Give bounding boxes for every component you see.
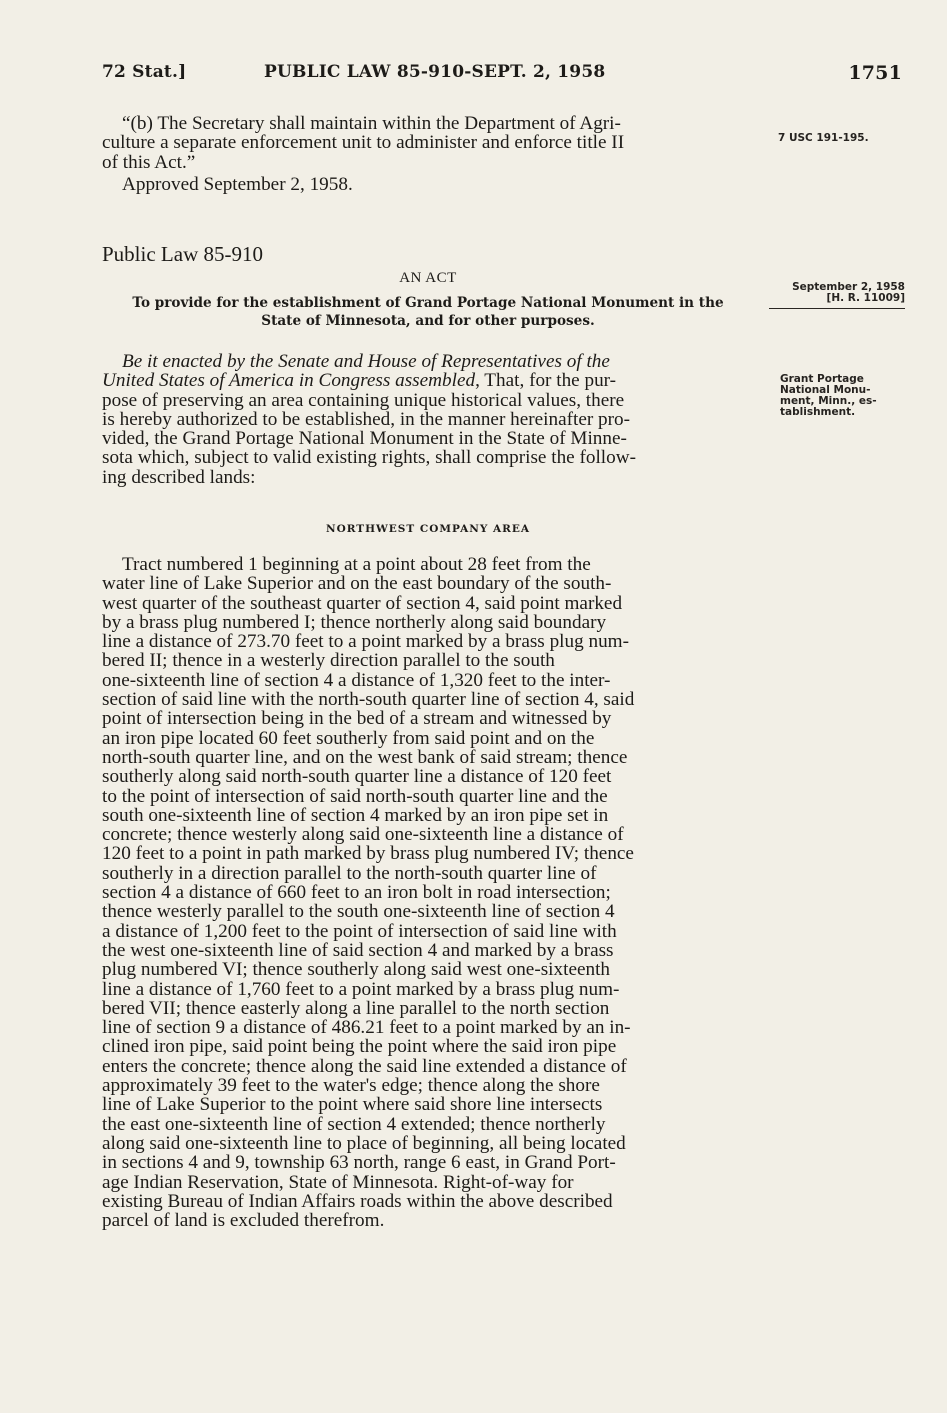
header-title: PUBLIC LAW 85-910-SEPT. 2, 1958	[264, 62, 606, 82]
tract-line: southerly in a direction parallel to the north-south quarter line of	[102, 862, 597, 884]
tract-line: section 4 a distance of 660 feet to an iron bolt in road intersection;	[102, 882, 611, 904]
section-heading: NORTHWEST COMPANY AREA	[325, 523, 531, 535]
tract-line: bered VII; thence easterly along a line parallel to the north section	[102, 997, 610, 1019]
margin-note-date	[765, 282, 905, 309]
act-purpose	[102, 294, 754, 330]
tract-line: approximately 39 feet to the water's edge; thence along the shore	[102, 1075, 600, 1097]
tract-line: the east one-sixteenth line of section 4 extended; thence northerly	[102, 1113, 606, 1135]
margin-date-text: September 2, 1958	[792, 281, 905, 293]
tract-line: point of intersection being in the bed of a stream and witnessed by	[102, 708, 612, 730]
purpose-line: To provide for the establishment of Grand Portage National Monument in the	[132, 295, 724, 311]
tract-line: age Indian Reservation, State of Minnesota. Right-of-way for	[102, 1171, 574, 1193]
margin-note-grand-portage	[780, 374, 905, 418]
purpose-line: State of Minnesota, and for other purposes.	[261, 313, 595, 329]
enacting-line: vided, the Grand Portage National Monument in the State of Minne-	[102, 428, 627, 450]
running-header	[102, 62, 902, 92]
tract-line: parcel of land is excluded therefrom.	[102, 1210, 385, 1232]
amendment-line: of this Act.”	[102, 151, 196, 173]
tract-line: by a brass plug numbered I; thence northerly along said boundary	[102, 611, 607, 633]
tract-line: clined iron pipe, said point being the point where the said iron pipe	[102, 1036, 617, 1058]
enacting-line: is hereby authorized to be established, in the manner hereinafter pro-	[102, 408, 630, 430]
enacting-line: sota which, subject to valid existing rights, shall comprise the follow-	[102, 447, 636, 469]
tract-line: bered II; thence in a westerly direction parallel to the south	[102, 650, 555, 672]
statute-reference: 72 Stat.]	[102, 62, 187, 82]
tract-line: north-south quarter line, and on the west bank of said stream; thence	[102, 746, 628, 768]
tract-line: line of section 9 a distance of 486.21 feet to a point marked by an in-	[102, 1017, 631, 1039]
tract-line: line a distance of 1,760 feet to a point marked by a brass plug num-	[102, 978, 620, 1000]
enacting-text: , That, for the pur-	[475, 370, 617, 392]
tract-line: plug numbered VI; thence southerly along said west one-sixteenth	[102, 959, 610, 981]
tract-line: existing Bureau of Indian Affairs roads within the above described	[102, 1190, 613, 1212]
tract-line: water line of Lake Superior and on the east boundary of the south-	[102, 573, 612, 595]
tract-line: line of Lake Superior to the point where said shore line intersects	[102, 1094, 603, 1116]
tract-line: southerly along said north-south quarter line a distance of 120 feet	[102, 766, 612, 788]
tract-line: the west one-sixteenth line of said section 4 and marked by a brass	[102, 939, 614, 961]
amendment-line: “(b) The Secretary shall maintain within the Department of Agri-	[122, 113, 621, 134]
margin-note-usc: 7 USC 191-195.	[778, 132, 869, 144]
margin-note-line: ment, Minn., es-	[780, 395, 877, 407]
tract-line: an iron pipe located 60 feet southerly from said point and on the	[102, 727, 595, 749]
amendment-paragraph	[102, 114, 754, 172]
an-act-heading: AN ACT	[399, 270, 457, 286]
margin-note-line: National Monu-	[780, 384, 871, 396]
tract-line: 120 feet to a point in path marked by brass plug numbered IV; thence	[102, 843, 634, 865]
tract-line: one-sixteenth line of section 4 a distance of 1,320 feet to the inter-	[102, 669, 611, 691]
tract-line: in sections 4 and 9, township 63 north, range 6 east, in Grand Port-	[102, 1152, 616, 1174]
margin-bill-text: [H. R. 11009]	[826, 292, 905, 304]
tract-line: a distance of 1,200 feet to the point of intersection of said line with	[102, 920, 617, 942]
page-number: 1751	[848, 62, 902, 84]
enacting-line: ing described lands:	[102, 466, 256, 488]
amendment-line: culture a separate enforcement unit to administer and enforce title II	[102, 132, 625, 154]
margin-note-line: tablishment.	[780, 406, 856, 418]
enacting-italic: United States of America in Congress assembled	[102, 370, 476, 392]
tract-line: Tract numbered 1 beginning at a point about 28 feet from the	[122, 554, 591, 575]
tract-line: along said one-sixteenth line to place of beginning, all being located	[102, 1132, 626, 1154]
tract-line: thence westerly parallel to the south one-sixteenth line of section 4	[102, 901, 615, 923]
tract-description	[102, 555, 754, 1230]
tract-line: west quarter of the southeast quarter of section 4, said point marked	[102, 592, 623, 614]
tract-line: enters the concrete; thence along the said line extended a distance of	[102, 1055, 627, 1077]
tract-line: concrete; thence westerly along said one-sixteenth line a distance of	[102, 824, 624, 846]
enacting-line: pose of preserving an area containing unique historical values, there	[102, 389, 625, 411]
approval-line	[102, 175, 754, 194]
tract-line: to the point of intersection of said north-south quarter line and the	[102, 785, 608, 807]
margin-rule	[769, 308, 905, 309]
margin-note-line: Grant Portage	[780, 373, 864, 385]
tract-line: line a distance of 273.70 feet to a point marked by a brass plug num-	[102, 631, 629, 653]
tract-line: section of said line with the north-south quarter line of section 4, said	[102, 689, 635, 711]
public-law-title: Public Law 85-910	[102, 242, 263, 266]
enacting-italic: Be it enacted by the Senate and House of Representatives of the	[122, 351, 610, 372]
approved-text: Approved September 2, 1958.	[122, 174, 353, 195]
enacting-clause	[102, 352, 754, 487]
tract-line: south one-sixteenth line of section 4 marked by an iron pipe set in	[102, 804, 609, 826]
